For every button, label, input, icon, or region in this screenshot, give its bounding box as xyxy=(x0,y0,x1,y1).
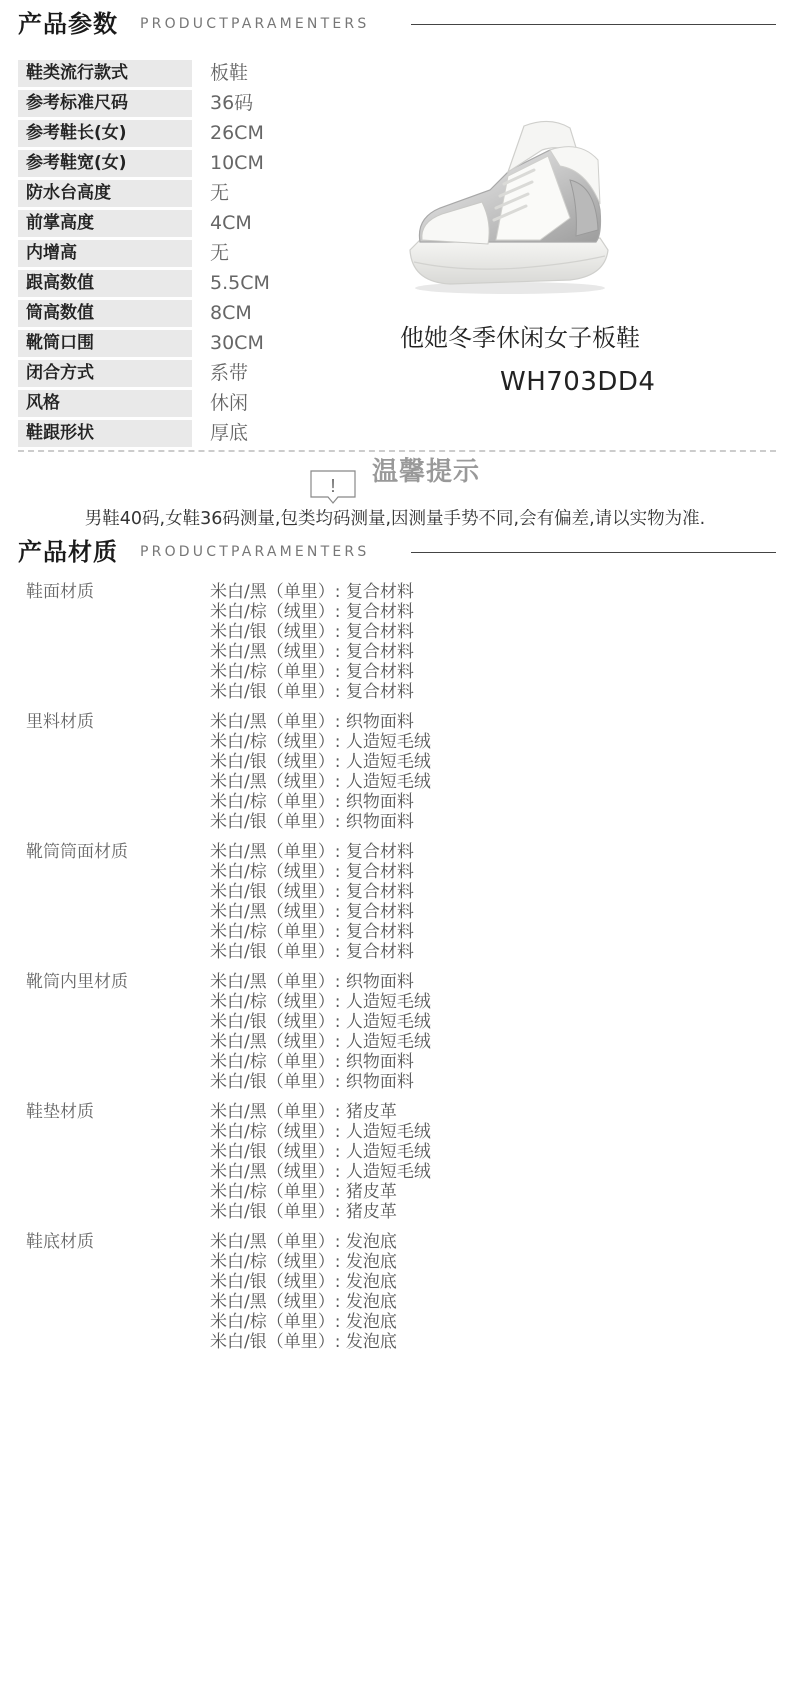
material-line: 米白/银（单里）: 发泡底 xyxy=(210,1332,397,1352)
material-line: 米白/棕（绒里）: 人造短毛绒 xyxy=(210,732,431,752)
spec-value: 10CM xyxy=(210,152,264,174)
spec-row xyxy=(18,270,398,297)
material-line: 米白/棕（单里）: 复合材料 xyxy=(210,662,414,682)
spec-value: 5.5CM xyxy=(210,272,270,294)
material-label: 鞋垫材质 xyxy=(26,1102,94,1122)
spec-label: 鞋跟形状 xyxy=(18,420,192,447)
material-line: 米白/银（单里）: 织物面料 xyxy=(210,1072,414,1092)
section-header-materials xyxy=(18,532,776,572)
material-line: 米白/银（单里）: 复合材料 xyxy=(210,682,414,702)
spec-value: 板鞋 xyxy=(210,62,249,84)
material-label: 里料材质 xyxy=(26,712,94,732)
material-line: 米白/银（绒里）: 复合材料 xyxy=(210,622,414,642)
material-line: 米白/黑（绒里）: 复合材料 xyxy=(210,642,414,662)
spec-value: 8CM xyxy=(210,302,252,324)
spec-label: 闭合方式 xyxy=(18,360,192,387)
material-line: 米白/棕（单里）: 复合材料 xyxy=(210,922,414,942)
material-lines xyxy=(210,1102,431,1222)
material-line: 米白/黑（单里）: 织物面料 xyxy=(210,712,414,732)
material-line: 米白/银（单里）: 织物面料 xyxy=(210,812,414,832)
spec-row xyxy=(18,90,398,117)
spec-label: 参考标准尺码 xyxy=(18,90,192,117)
spec-label: 前掌高度 xyxy=(18,210,192,237)
spec-value: 36码 xyxy=(210,92,254,114)
spec-label: 防水台高度 xyxy=(18,180,192,207)
spec-row xyxy=(18,420,398,447)
material-line: 米白/银（绒里）: 发泡底 xyxy=(210,1272,397,1292)
material-lines xyxy=(210,972,431,1092)
spec-row xyxy=(18,240,398,267)
section-subtitle: PRODUCTPARAMENTERS xyxy=(140,544,370,560)
material-line: 米白/黑（绒里）: 发泡底 xyxy=(210,1292,397,1312)
material-lines xyxy=(210,582,414,702)
section-header-parameters xyxy=(18,4,776,44)
section-subtitle: PRODUCTPARAMENTERS xyxy=(140,16,370,32)
material-line: 米白/黑（单里）: 织物面料 xyxy=(210,972,414,992)
material-lines xyxy=(210,1232,397,1352)
material-label: 靴筒内里材质 xyxy=(26,972,128,992)
spec-value: 30CM xyxy=(210,332,264,354)
spec-value: 无 xyxy=(210,242,230,264)
spec-label: 风格 xyxy=(18,390,192,417)
material-line: 米白/黑（绒里）: 复合材料 xyxy=(210,902,414,922)
spec-label: 内增高 xyxy=(18,240,192,267)
spec-value: 26CM xyxy=(210,122,264,144)
spec-label: 靴筒口围 xyxy=(18,330,192,357)
header-rule xyxy=(411,24,776,25)
spec-row xyxy=(18,120,398,147)
section-title: 产品材质 xyxy=(18,538,118,566)
tip-mark: ! xyxy=(330,476,336,496)
spec-label: 筒高数值 xyxy=(18,300,192,327)
material-line: 米白/黑（单里）: 猪皮革 xyxy=(210,1102,397,1122)
spec-label: 参考鞋宽(女) xyxy=(18,150,192,177)
exclamation-speech-bubble-icon xyxy=(310,470,356,504)
material-group xyxy=(18,582,718,712)
product-image xyxy=(400,110,620,300)
spec-row xyxy=(18,150,398,177)
material-group xyxy=(18,1232,718,1362)
spec-row xyxy=(18,60,398,87)
spec-row xyxy=(18,360,398,387)
material-line: 米白/黑（绒里）: 人造短毛绒 xyxy=(210,1032,431,1052)
material-group xyxy=(18,972,718,1102)
material-group xyxy=(18,712,718,842)
material-lines xyxy=(210,842,414,962)
dashed-divider xyxy=(18,450,776,452)
material-line: 米白/棕（绒里）: 发泡底 xyxy=(210,1252,397,1272)
spec-label: 鞋类流行款式 xyxy=(18,60,192,87)
spec-row xyxy=(18,330,398,357)
material-line: 米白/银（绒里）: 人造短毛绒 xyxy=(210,752,431,772)
spec-row xyxy=(18,180,398,207)
tip-title: 温馨提示 xyxy=(372,457,481,487)
material-line: 米白/棕（绒里）: 复合材料 xyxy=(210,862,414,882)
spec-value: 厚底 xyxy=(210,422,249,444)
material-list xyxy=(18,582,718,1362)
spec-value: 无 xyxy=(210,182,230,204)
material-line: 米白/银（绒里）: 人造短毛绒 xyxy=(210,1012,431,1032)
material-line: 米白/棕（单里）: 织物面料 xyxy=(210,1052,414,1072)
material-lines xyxy=(210,712,431,832)
spec-row xyxy=(18,390,398,417)
section-title: 产品参数 xyxy=(18,10,118,38)
material-line: 米白/棕（绒里）: 人造短毛绒 xyxy=(210,992,431,1012)
material-group xyxy=(18,842,718,972)
material-line: 米白/棕（单里）: 猪皮革 xyxy=(210,1182,397,1202)
product-name: 他她冬季休闲女子板鞋 xyxy=(400,324,640,352)
material-line: 米白/黑（单里）: 复合材料 xyxy=(210,582,414,602)
material-line: 米白/银（单里）: 复合材料 xyxy=(210,942,414,962)
material-group xyxy=(18,1102,718,1232)
spec-row xyxy=(18,300,398,327)
header-rule xyxy=(411,552,776,553)
material-line: 米白/黑（绒里）: 人造短毛绒 xyxy=(210,772,431,792)
spec-value: 系带 xyxy=(210,362,249,384)
spec-value: 休闲 xyxy=(210,392,249,414)
material-line: 米白/黑（单里）: 复合材料 xyxy=(210,842,414,862)
material-label: 鞋底材质 xyxy=(26,1232,94,1252)
material-label: 鞋面材质 xyxy=(26,582,94,602)
material-line: 米白/棕（绒里）: 人造短毛绒 xyxy=(210,1122,431,1142)
material-line: 米白/银（单里）: 猪皮革 xyxy=(210,1202,397,1222)
material-label: 靴筒筒面材质 xyxy=(26,842,128,862)
material-line: 米白/银（绒里）: 复合材料 xyxy=(210,882,414,902)
material-line: 米白/黑（绒里）: 人造短毛绒 xyxy=(210,1162,431,1182)
spec-table xyxy=(18,60,398,450)
product-code: WH703DD4 xyxy=(500,367,656,397)
material-line: 米白/棕（单里）: 发泡底 xyxy=(210,1312,397,1332)
spec-label: 参考鞋长(女) xyxy=(18,120,192,147)
material-line: 米白/棕（绒里）: 复合材料 xyxy=(210,602,414,622)
material-line: 米白/棕（单里）: 织物面料 xyxy=(210,792,414,812)
spec-row xyxy=(18,210,398,237)
material-line: 米白/黑（单里）: 发泡底 xyxy=(210,1232,397,1252)
tip-text: 男鞋40码,女鞋36码测量,包类均码测量,因测量手势不同,会有偏差,请以实物为准. xyxy=(84,509,706,529)
spec-value: 4CM xyxy=(210,212,252,234)
spec-label: 跟高数值 xyxy=(18,270,192,297)
material-line: 米白/银（绒里）: 人造短毛绒 xyxy=(210,1142,431,1162)
